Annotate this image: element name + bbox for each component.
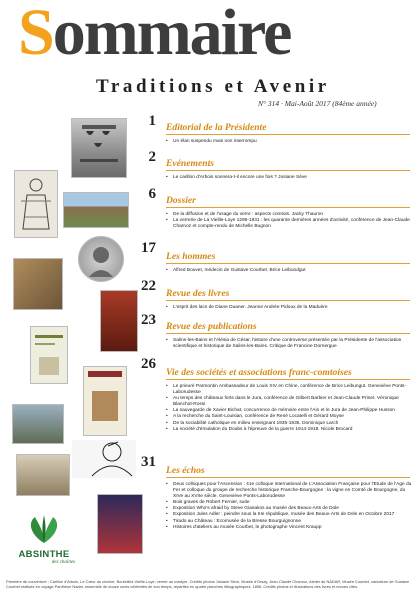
carillon-photo [71,118,127,178]
engraving-figure [14,170,58,238]
section-items [166,338,414,350]
masthead-subtitle: Traditions et Avenir [96,76,330,97]
section-title: Vie des sociétés et associations franc-comtoises [166,367,352,378]
list-item: • Bois graves de Robert Fernier, suite [166,500,414,506]
absinthe-tagline: des chaînes [51,560,75,565]
list-item: • De la sociabilité catholique en milieu enseignant 1935-1936. Dominique Larch [166,421,414,427]
page-number: 31 [141,454,156,470]
list-item: • Le carillon d'Arbois sonnera-t-il encore une fois ? Josiane Sève [166,175,414,181]
list-item: • Un élan suspendu mais non interrompu [166,139,414,145]
section-title: Les échos [166,465,205,476]
section-items [166,384,414,433]
list-item: • Exposition Jules Adler : peindre sous la IIIe république, musée des Beaux-Arts de Dole en Octobre 2017 [166,512,414,518]
page-number: 22 [141,278,156,294]
list-item: • La société d'émulation du Doubs à l'épreuve de la guerre 1914-1918. Nicole Brocard [166,427,414,433]
absinthe-logo [13,515,75,565]
list-item: • Le prieuré Parmontin Ambassadeur de Louis XIV en Chine, conférence de Brice Leibungut. Geneviève Ponts-Laborudesse [166,384,414,396]
section-title: Editorial de la Présidente [166,122,267,133]
section-title: Revue des publications [166,321,257,332]
section-items [166,482,414,531]
list-item: • Histoires d'ateliers au musée Courbet, le photographe Vincent Kraupp [166,525,414,531]
caricature-drawing [72,440,136,478]
section-title: Les hommes [166,251,216,262]
absinthe-wordmark: ABSINTHE [18,549,70,560]
masthead-title [18,0,291,69]
chateau-photo [12,404,64,444]
section-rule [166,300,410,301]
list-item: • La verrerie de La Vieille-Loye 1295-1931 : les quarante dernières années d'activité, conférence de Jean-Claude Charnoz et compte-rendu de Michelle Bugnon [166,218,414,230]
list-item: • La sauvegarde de Xavier Bichat, concurrence de mémoire entre l'Ain et le Jura de Jean-Philippe Husson [166,408,414,414]
section-rule [166,333,410,334]
list-item: • Alfred Bouvet, médecin de Gustave Courbet. Brice Leibundgut [166,268,414,274]
section-rule [166,379,410,380]
masthead-word: ommaire [52,0,291,69]
section-items [166,212,414,230]
medallion-portrait [78,236,124,282]
page-number: 26 [141,356,156,372]
list-item: • Au temps des châteaux forts dans le Jura, conférence de Gilbert Barbier et Jean-Claude Prinet. Véronique Blanchot-Rossi [166,396,414,408]
section-title: Revue des livres [166,288,230,299]
page-number: 1 [148,113,156,129]
section-rule [166,207,410,208]
page-number: 2 [148,149,156,165]
list-item: • Deux colloques pour l'Ascension : 41e colloque international de L'Association Française pour l'Etude de l'Age du Fer et colloque du groupe de recherche historique Franche-Bourgogne : la vigne en Comté de Bourgogne, du XIVe au XVIIe siècle. Geneviève Ponts-Laborudesse [166,482,414,500]
list-item: • Salins-les-Bains et l'Alésia de César, histoire d'une controverse présentée par la Présidente de l'association scientifique et historique de Salins-les-Bains. Critique de Francine Dornergue [166,338,414,350]
list-item: • L'esprit des lacs de Diane Duaner. Jeanne Andrée Pidoux de la Maduère [166,305,414,311]
section-rule [166,170,410,171]
leaf-icon [13,515,75,545]
exhibition-poster [97,494,143,554]
section-rule [166,134,410,135]
section-rule [166,477,410,478]
section-title: Dossier [166,195,196,206]
section-items [166,305,414,311]
section-items [166,175,414,181]
list-item: • De la diffusion et de l'usage du verre : aspects comtois. Jacky Thauron [166,212,414,218]
masthead-initial: S [18,0,53,69]
list-item: • Tirado au Château : Ecomusée de la Bresse Bourguignonne [166,519,414,525]
photo-credits: Première de couverture : Carillon d'Arbois, Le Cœur du clocher, Bouteilles Vieille-Loye, verrier au martyre. Crédits photos Josiane Sève, Musée d'Orsay, Jean-Claude Charnoz, Atelier de NADAR, Musée Courbet, caricature de Gustave Courbet réalisée en voyage Panthéon Nadar, ensemble de douze cents célébrités de son temps, réparties en quatre planches lithographiques, 1858. Crédits photos et illustrations des livres et revues cités. [6,579,410,590]
section-items [166,139,414,145]
section-items [166,268,414,274]
page-number: 23 [141,312,156,328]
page-number: 17 [141,240,156,256]
section-rule [166,263,410,264]
book-cover-sociabilite [83,366,127,436]
verrerie-photo [63,192,129,228]
book-cover-salins [30,326,68,384]
list-item: • Exposition Who's afraid by Steve Gianakos au musée des Beaux-Arts de Dole [166,506,414,512]
list-item: • A la recherche du Saint-Louisian, conférence de René Locatelli et Gérard Moyse [166,414,414,420]
bells-icon [72,119,126,177]
book-cover-lacs [100,290,138,352]
page-number: 6 [148,186,156,202]
section-title: Evénements [166,158,214,169]
issue-info: N° 314 · Mai-Août 2017 (84ème année) [258,99,377,108]
stone-relief-photo [13,258,63,310]
pilgrims-painting [16,454,70,496]
